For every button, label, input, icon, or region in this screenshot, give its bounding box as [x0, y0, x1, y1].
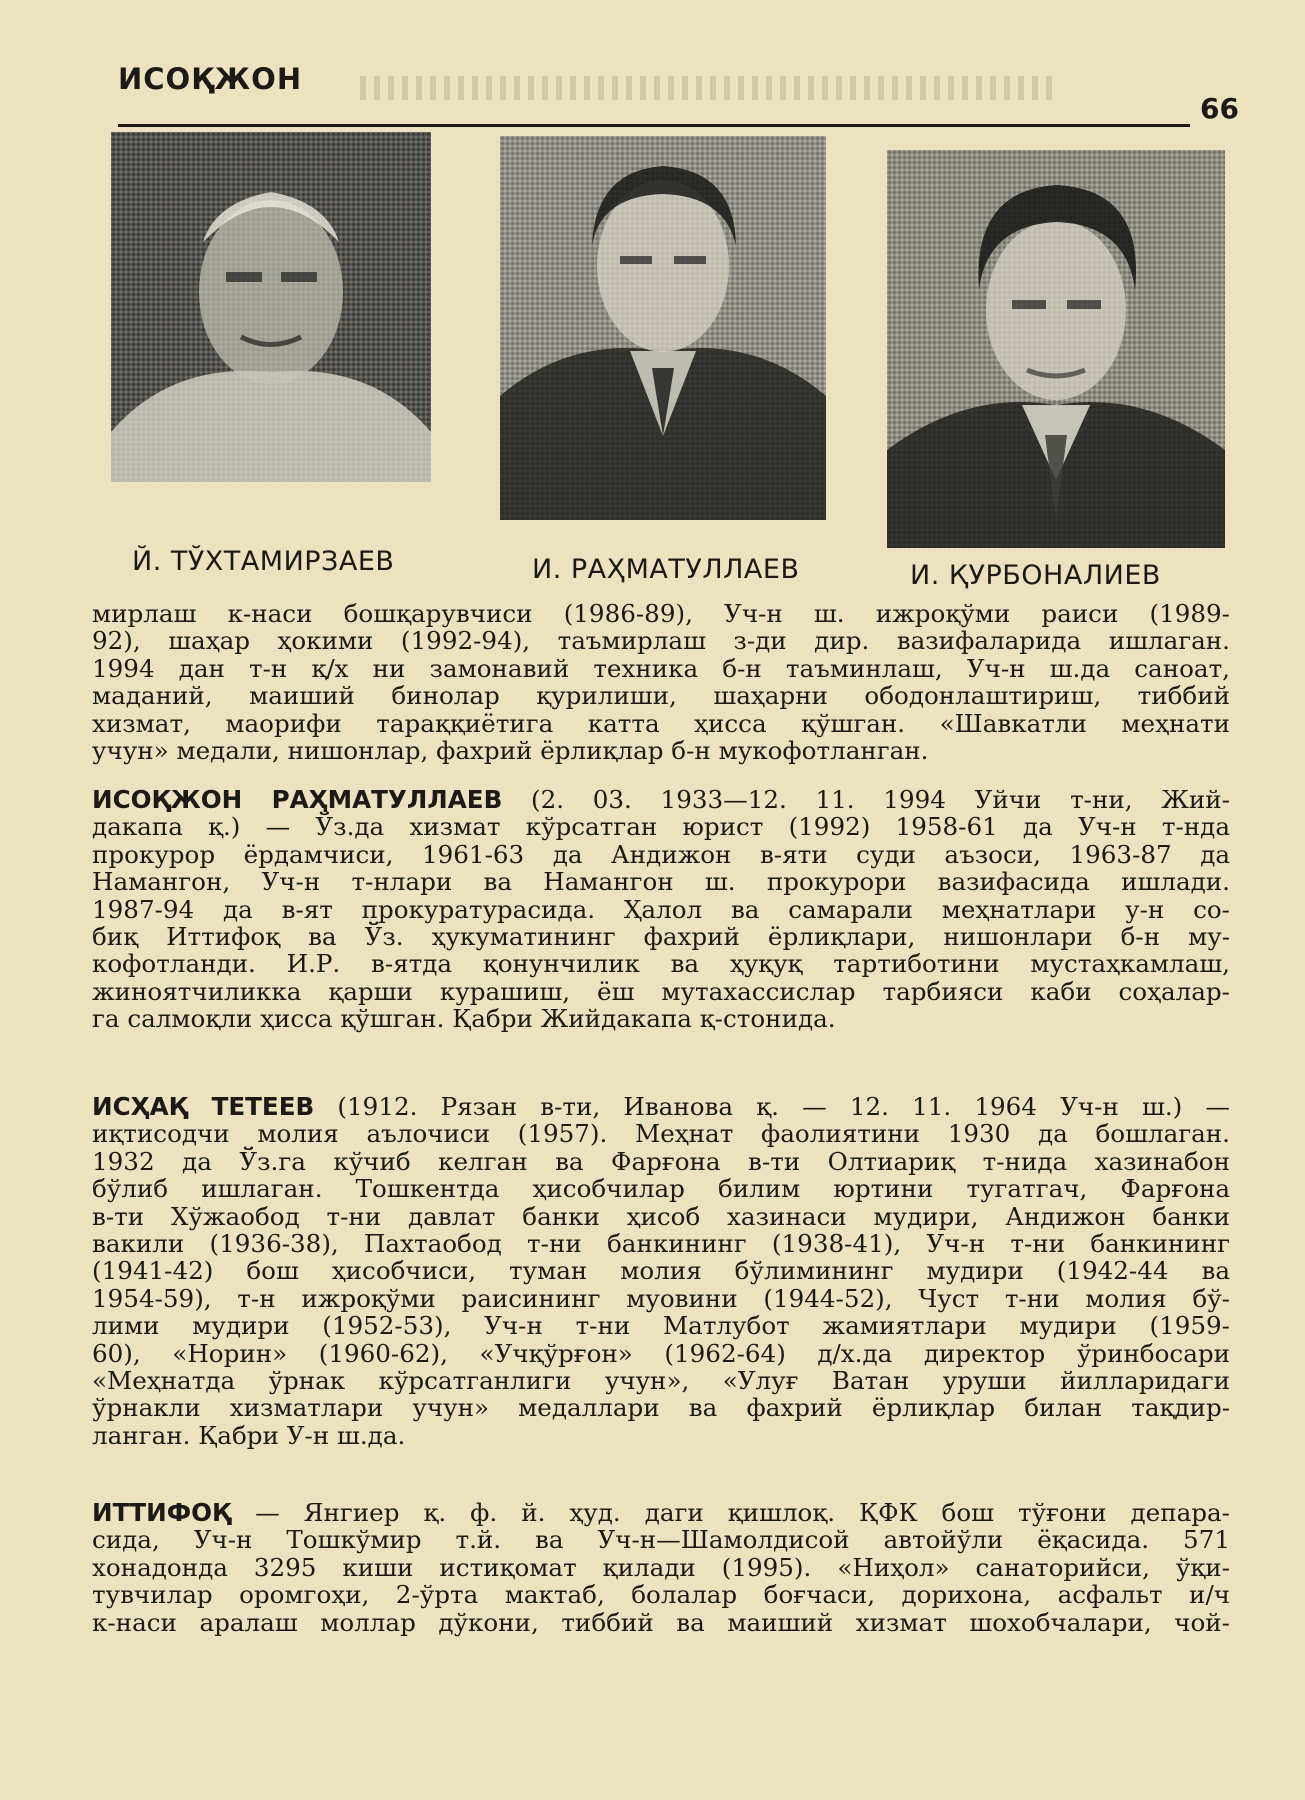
text-line: Намангон, Уч-н т-нлари ва Намангон ш. прокурори вазифасида ишлади.	[92, 867, 1230, 897]
text-line: хонадонда 3295 киши истиқомат қилади (1995). «Ниҳол» санаторийси, ўқи-	[92, 1552, 1230, 1582]
portrait-3-illustration	[887, 150, 1225, 548]
text-line: тувчилар оромгоҳи, 2-ўрта мактаб, болалар боғчаси, дорихона, асфальт и/ч	[92, 1580, 1230, 1610]
running-head: ИСОҚЖОН	[118, 62, 303, 96]
page-number: 66	[1200, 92, 1239, 125]
entry-ittifoq	[92, 1499, 1230, 1636]
text-line: лими мудири (1952-53), Уч-н т-ни Матлубот жамиятлари мудири (1959-	[92, 1311, 1230, 1341]
portrait-1-illustration	[111, 132, 431, 482]
entry-lead-text: (2. 03. 1933—12. 11. 1994 Уйчи т-ни, Жий-	[502, 785, 1230, 814]
entry-first-line	[92, 1499, 1230, 1526]
portrait-2-illustration	[500, 136, 826, 520]
text-line: маданий, маиший бинолар қурилиши, шаҳарни ободонлаштириш, тиббий	[92, 681, 1230, 711]
text-line: биқ Иттифоқ ва Ўз. ҳукуматининг фахрий ёрлиқлари, нишонлари б-н му-	[92, 922, 1230, 952]
text-line: к-наси аралаш моллар дўкони, тиббий ва маиший хизмат шохобчалари, чой-	[92, 1607, 1230, 1637]
text-line: 1954-59), т-н ижроқўми раисининг муовини (1944-52), Чуст т-ни молия бў-	[92, 1283, 1230, 1313]
entry-heading: ИТТИФОҚ	[92, 1498, 232, 1527]
text-line: в-ти Хўжаобод т-ни давлат банки ҳисоб хазинаси мудири, Андижон банки	[92, 1201, 1230, 1231]
entry-lead-text: — Янгиер қ. ф. й. ҳуд. даги қишлоқ. ҚФК бош тўғони депара-	[231, 1498, 1230, 1527]
text-line: жиноятчиликка қарши курашиш, ёш мутахассислар тарбияси каби соҳалар-	[92, 976, 1230, 1006]
portrait-photo-tukhtamirzaev	[111, 132, 431, 482]
text-line: бўлиб ишлаган. Тошкентда ҳисобчилар билим юртини тугатгач, Фарғона	[92, 1174, 1230, 1204]
text-line: прокурор ёрдамчиси, 1961-63 да Андижон в-яти суди аъзоси, 1963-87 да	[92, 839, 1230, 869]
text-line: иқтисодчи молия аълочиси (1957). Меҳнат фаолиятини 1930 да бошлаган.	[92, 1119, 1230, 1149]
text-line: вакили (1936-38), Пахтаобод т-ни банкининг (1938-41), Уч-н т-ни банкининг	[92, 1229, 1230, 1259]
text-line: сида, Уч-н Тошкўмир т.й. ва Уч-н—Шамолдисой автойўли ёқасида. 571	[92, 1525, 1230, 1555]
text-line: га салмоқли ҳисса қўшган. Қабри Жийдакапа қ-стонида.	[92, 1004, 836, 1034]
entry-heading: ИСОҚЖОН РАҲМАТУЛЛАЕВ	[92, 785, 503, 814]
portrait-caption: Й. ТЎХТАМИРЗАЕВ	[132, 546, 395, 577]
portrait-photo-kurbonaliev	[887, 150, 1225, 548]
text-line: 92), шаҳар ҳокими (1992-94), таъмирлаш з-ди дир. вазифаларида ишлаган.	[92, 626, 1230, 656]
portrait-caption: И. РАҲМАТУЛЛАЕВ	[532, 554, 800, 585]
portrait-photo-rakhmatullaev	[500, 136, 826, 520]
text-line: учун» медали, нишонлар, фахрий ёрлиқлар б-н мукофотланган.	[92, 736, 929, 766]
text-line: 1987-94 да в-ят прокуратурасида. Ҳалол ва самарали меҳнатлари у-н со-	[92, 894, 1230, 924]
print-smudge	[360, 76, 1060, 100]
entry-lead-text: (1912. Рязан в-ти, Иванова қ. — 12. 11. 1964 Уч-н ш.) —	[314, 1092, 1230, 1121]
text-line: 1994 дан т-н қ/х ни замонавий техника б-н таъминлаш, Уч-н ш.да саноат,	[92, 653, 1230, 683]
portrait-caption: И. ҚУРБОНАЛИЕВ	[910, 560, 1161, 591]
text-line: мирлаш к-наси бошқарувчиси (1986-89), Уч-н ш. ижроқўми раиси (1989-	[92, 599, 1230, 628]
entry-first-line	[92, 786, 1230, 813]
text-line: «Меҳнатда ўрнак кўрсатганлиги учун», «Улуғ Ватан уруши йилларидаги	[92, 1366, 1230, 1396]
entry-first-line	[92, 1093, 1230, 1120]
text-line: дакапа қ.) — Ўз.да хизмат кўрсатган юрист (1992) 1958-61 да Уч-н т-нда	[92, 812, 1230, 842]
header-rule	[118, 124, 1190, 127]
text-line: (1941-42) бош ҳисобчиси, туман молия бўлимининг мудири (1942-44 ва	[92, 1256, 1230, 1286]
entry-heading: ИСҲАҚ ТЕТЕЕВ	[92, 1092, 315, 1121]
text-line: 60), «Норин» (1960-62), «Учқўрғон» (1962-64) д/х.да директор ўринбосари	[92, 1338, 1230, 1368]
entry-teteev	[92, 1093, 1230, 1449]
text-line: кофотланди. И.Р. в-ятда қонунчилик ва ҳуқуқ тартиботини мустаҳкамлаш,	[92, 949, 1230, 979]
text-line: ланган. Қабри У-н ш.да.	[92, 1420, 406, 1450]
continuation-paragraph	[92, 600, 1230, 764]
entry-rakhmatullaev	[92, 786, 1230, 1033]
text-line: 1932 да Ўз.га кўчиб келган ва Фарғона в-ти Олтиариқ т-нида хазинабон	[92, 1146, 1230, 1176]
text-line: хизмат, маорифи тараққиётига катта ҳисса қўшган. «Шавкатли меҳнати	[92, 708, 1230, 738]
text-line: ўрнакли хизматлари учун» медаллари ва фахрий ёрлиқлар билан тақдир-	[92, 1393, 1230, 1423]
